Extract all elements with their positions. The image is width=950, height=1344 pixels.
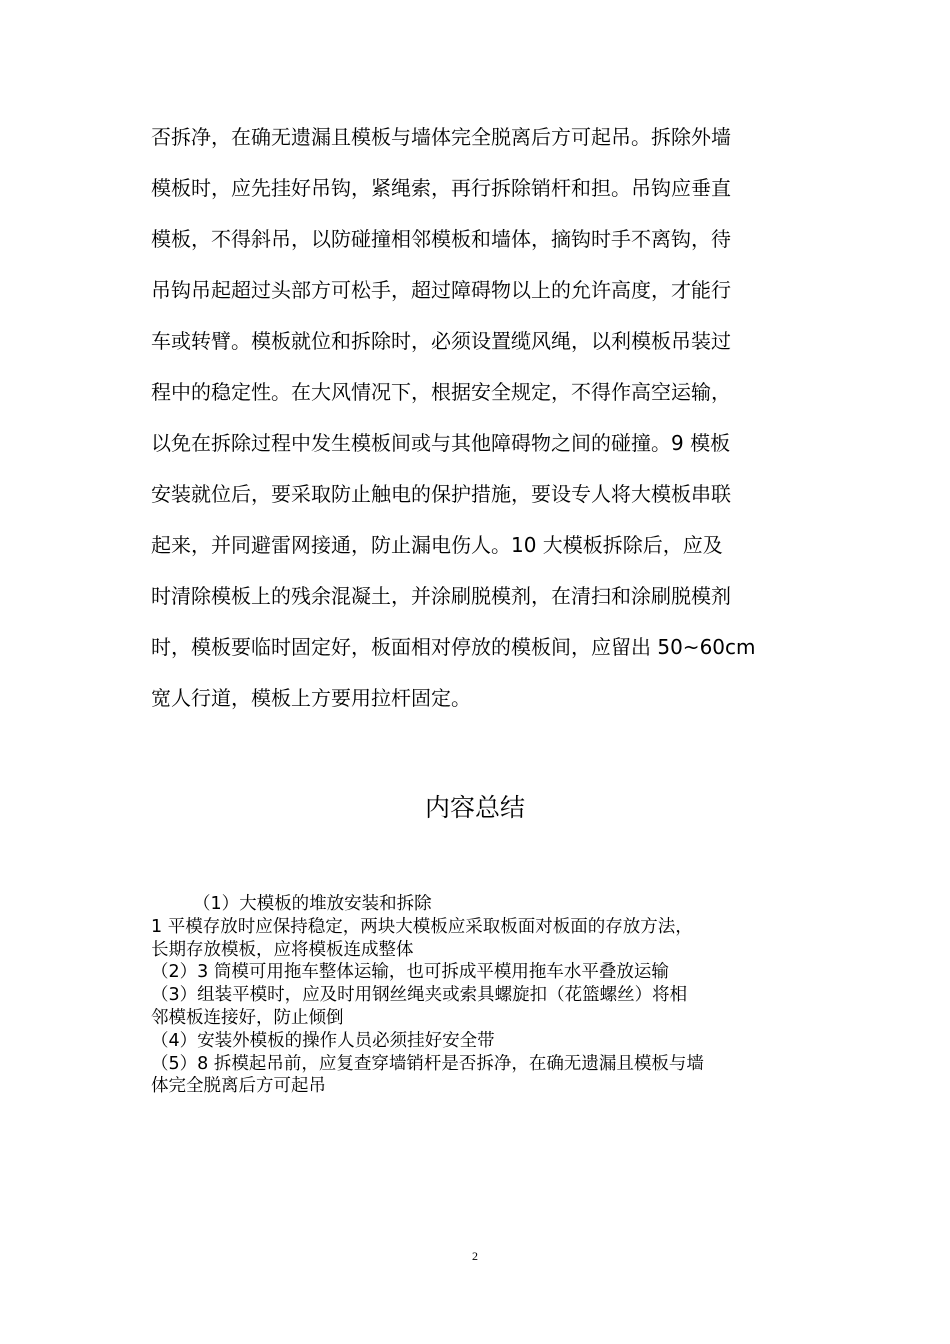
body-line: 宽人行道，模板上方要用拉杆固定。 bbox=[151, 686, 471, 710]
body-line: 否拆净，在确无遗漏且模板与墙体完全脱离后方可起吊。拆除外墙 bbox=[151, 125, 731, 149]
body-line: 时清除模板上的残余混凝土，并涂刷脱模剂，在清扫和涂刷脱模剂 bbox=[151, 584, 731, 608]
body-line: 时，模板要临时固定好，板面相对停放的模板间，应留出 50~60cm bbox=[151, 635, 756, 659]
page-number: 2 bbox=[472, 1249, 478, 1263]
summary-line: （5）8 拆模起吊前，应复查穿墙销杆是否拆净，在确无遗漏且模板与墙 bbox=[151, 1053, 704, 1074]
body-line: 程中的稳定性。在大风情况下，根据安全规定，不得作高空运输， bbox=[151, 380, 731, 404]
body-line: 安装就位后，要采取防止触电的保护措施，要设专人将大模板串联 bbox=[151, 482, 731, 506]
summary-line: （1）大模板的堆放安装和拆除 bbox=[193, 894, 432, 914]
summary-line: （2）3 筒模可用拖车整体运输，也可拆成平模用拖车水平叠放运输 bbox=[151, 962, 669, 983]
summary-line: 长期存放模板，应将模板连成整体 bbox=[151, 939, 414, 960]
body-line: 以免在拆除过程中发生模板间或与其他障碍物之间的碰撞。9 模板 bbox=[151, 431, 731, 455]
summary-line: （4）安装外模板的操作人员必须挂好安全带 bbox=[151, 1030, 495, 1051]
summary-line: 体完全脱离后方可起吊 bbox=[151, 1076, 326, 1097]
summary-heading: 内容总结 bbox=[424, 793, 525, 822]
summary-line: 邻模板连接好，防止倾倒 bbox=[151, 1007, 344, 1028]
body-paragraph bbox=[151, 117, 803, 729]
body-line: 车或转臂。模板就位和拆除时，必须设置缆风绳，以利模板吊装过 bbox=[151, 329, 731, 353]
summary-line: 1 平模存放时应保持稳定，两块大模板应采取板面对板面的存放方法， bbox=[151, 916, 693, 937]
body-line: 起来，并同避雷网接通，防止漏电伤人。10 大模板拆除后，应及 bbox=[151, 533, 723, 557]
body-line: 吊钩吊起超过头部方可松手，超过障碍物以上的允许高度，才能行 bbox=[151, 278, 731, 302]
body-line: 模板时，应先挂好吊钩，紧绳索，再行拆除销杆和担。吊钩应垂直 bbox=[151, 176, 731, 200]
summary-line: （3）组装平模时，应及时用钢丝绳夹或索具螺旋扣（花篮螺丝）将相 bbox=[151, 985, 688, 1006]
summary-list bbox=[151, 893, 811, 1098]
body-line: 模板，不得斜吊，以防碰撞相邻模板和墙体，摘钩时手不离钩，待 bbox=[151, 227, 731, 251]
